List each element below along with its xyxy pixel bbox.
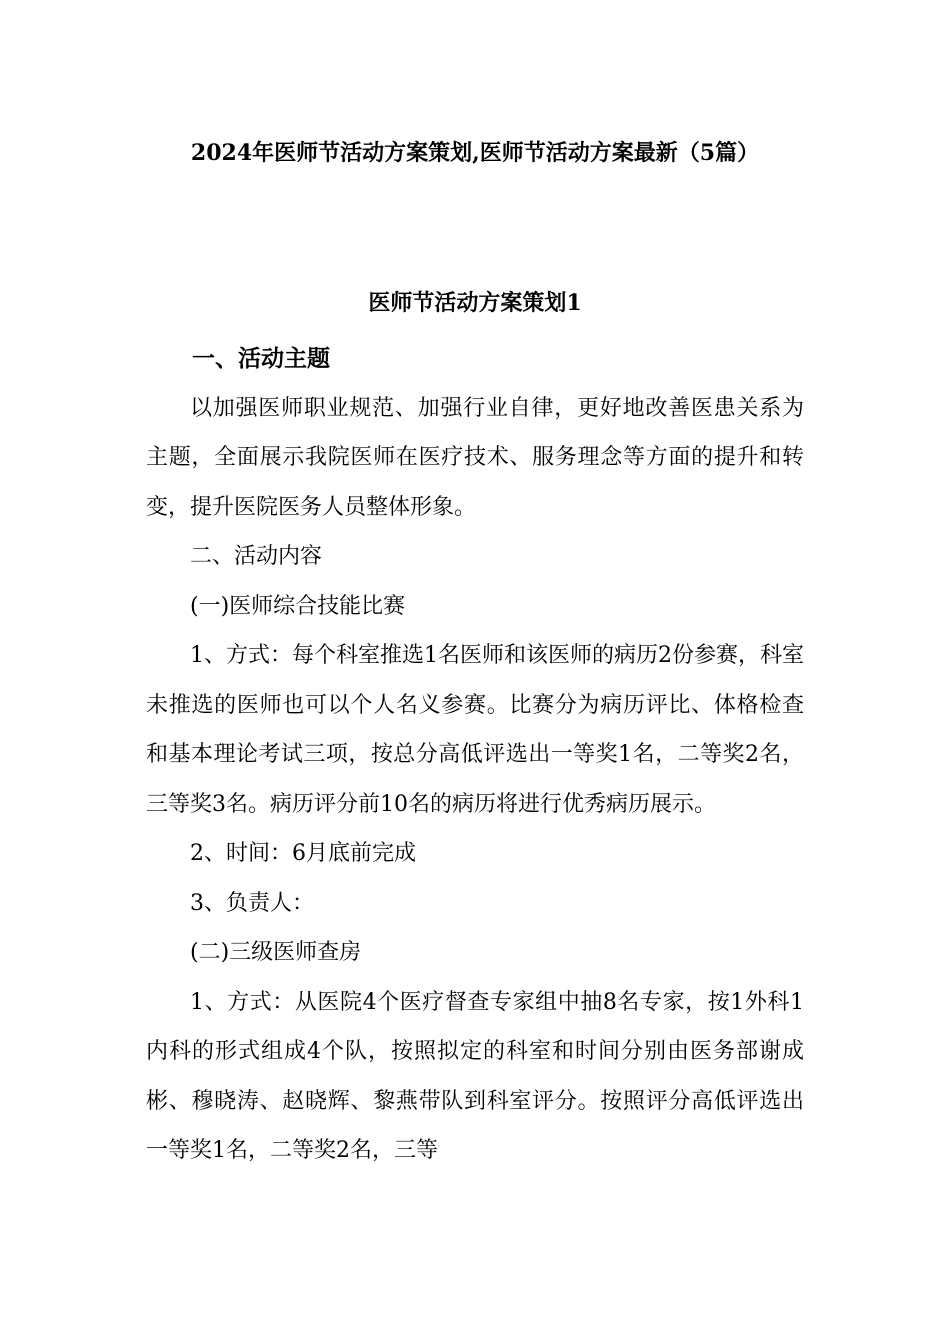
document-body [146, 334, 804, 1176]
subheading-skills-competition: (一)医师综合技能比赛 [190, 593, 406, 619]
paragraph-theme-description: 以加强医师职业规范、加强行业自律，更好地改善医患关系为主题，全面展示我院医师在医疗技术、服务理念等方面的提升和转变，提升医院医务人员整体形象。 [146, 395, 804, 520]
heading-activity-content: 二、活动内容 [190, 544, 323, 569]
subheading-ward-rounds: (二)三级医师查房 [190, 940, 362, 965]
paragraph-ward-rounds-method: 1、方式：从医院4个医疗督查专家组中抽8名专家，按1外科1内科的形式组成4个队，按照拟定的科室和时间分别由医务部谢成彬、穆晓涛、赵晓辉、黎燕带队到科室评分。按照评分高低评选出一等奖1名，二等奖2名，三等 [146, 989, 804, 1163]
section-title: 医师节活动方案策划1 [368, 290, 582, 316]
heading-activity-theme: 一、活动主题 [192, 345, 330, 372]
paragraph-competition-method: 1、方式：每个科室推选1名医师和该医师的病历2份参赛，科室未推选的医师也可以个人名义参赛。比赛分为病历评比、体格检查和基本理论考试三项，按总分高低评选出一等奖1名，二等奖2名，三等奖3名。病历评分前10名的病历将进行优秀病历展示。 [146, 643, 804, 817]
document-title: 2024年医师节活动方案策划,医师节活动方案最新（5篇） [190, 140, 760, 166]
paragraph-competition-owner: 3、负责人： [190, 890, 314, 916]
paragraph-competition-time: 2、时间：6月底前完成 [190, 841, 416, 866]
